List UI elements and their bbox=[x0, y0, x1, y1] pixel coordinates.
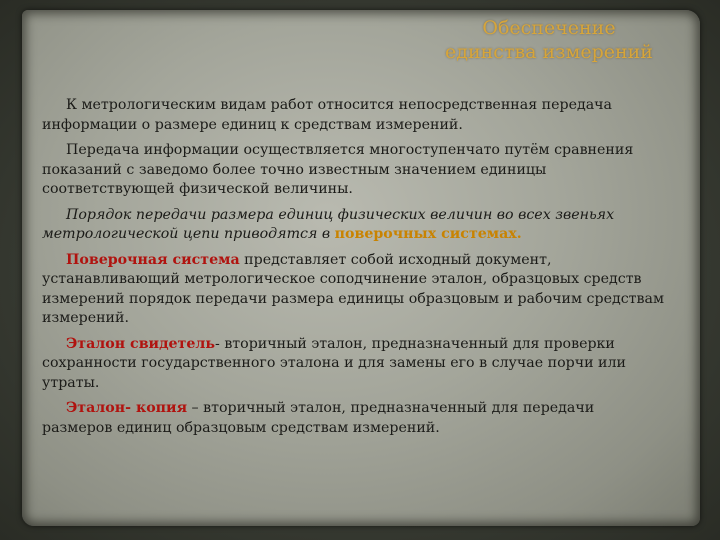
paragraph-3-text: Порядок передачи размера единиц физических величин во всех звеньях метрологической цепи приводятся в bbox=[42, 206, 615, 242]
term-copy-standard: Эталон- копия bbox=[66, 400, 188, 416]
term-witness-standard: Эталон свидетель bbox=[66, 335, 216, 352]
term-verification-system: Поверочная система bbox=[66, 251, 240, 268]
verification-systems-highlight: поверочных системах. bbox=[334, 226, 522, 242]
title-line-1: Обеспечение bbox=[482, 17, 616, 39]
paragraph-6-text: – вторичный эталон, предназначенный для передачи размеров единиц образцовым средствам измерений. bbox=[42, 400, 595, 436]
paragraph-4-text: представляет собой исходный документ, устанавливающий метрологическое соподчинение эталон, образцовых средств измерений порядок передачи размера единицы образцовым и рабочим средствам измерений. bbox=[42, 251, 664, 326]
slide-content bbox=[42, 96, 664, 444]
paragraph-1: К метрологическим видам работ относится непосредственная передача информации о размере единиц к средствам измерений. bbox=[42, 97, 613, 133]
paragraph-5 bbox=[42, 335, 664, 394]
slide-title bbox=[434, 16, 664, 64]
paragraph-4 bbox=[42, 251, 664, 329]
title-line-2: единства измерений bbox=[445, 41, 653, 63]
paragraph-3 bbox=[42, 206, 664, 245]
paragraph-5-text: - вторичный эталон, предназначенный для проверки сохранности государственного эталона и для замены его в случае порчи или утраты. bbox=[42, 335, 626, 391]
paragraph-2: Передача информации осуществляется многоступенчато путём сравнения показаний с заведомо более точно известным значением единицы соответствующей физической величины. bbox=[42, 142, 634, 197]
paragraph-6 bbox=[42, 399, 664, 438]
